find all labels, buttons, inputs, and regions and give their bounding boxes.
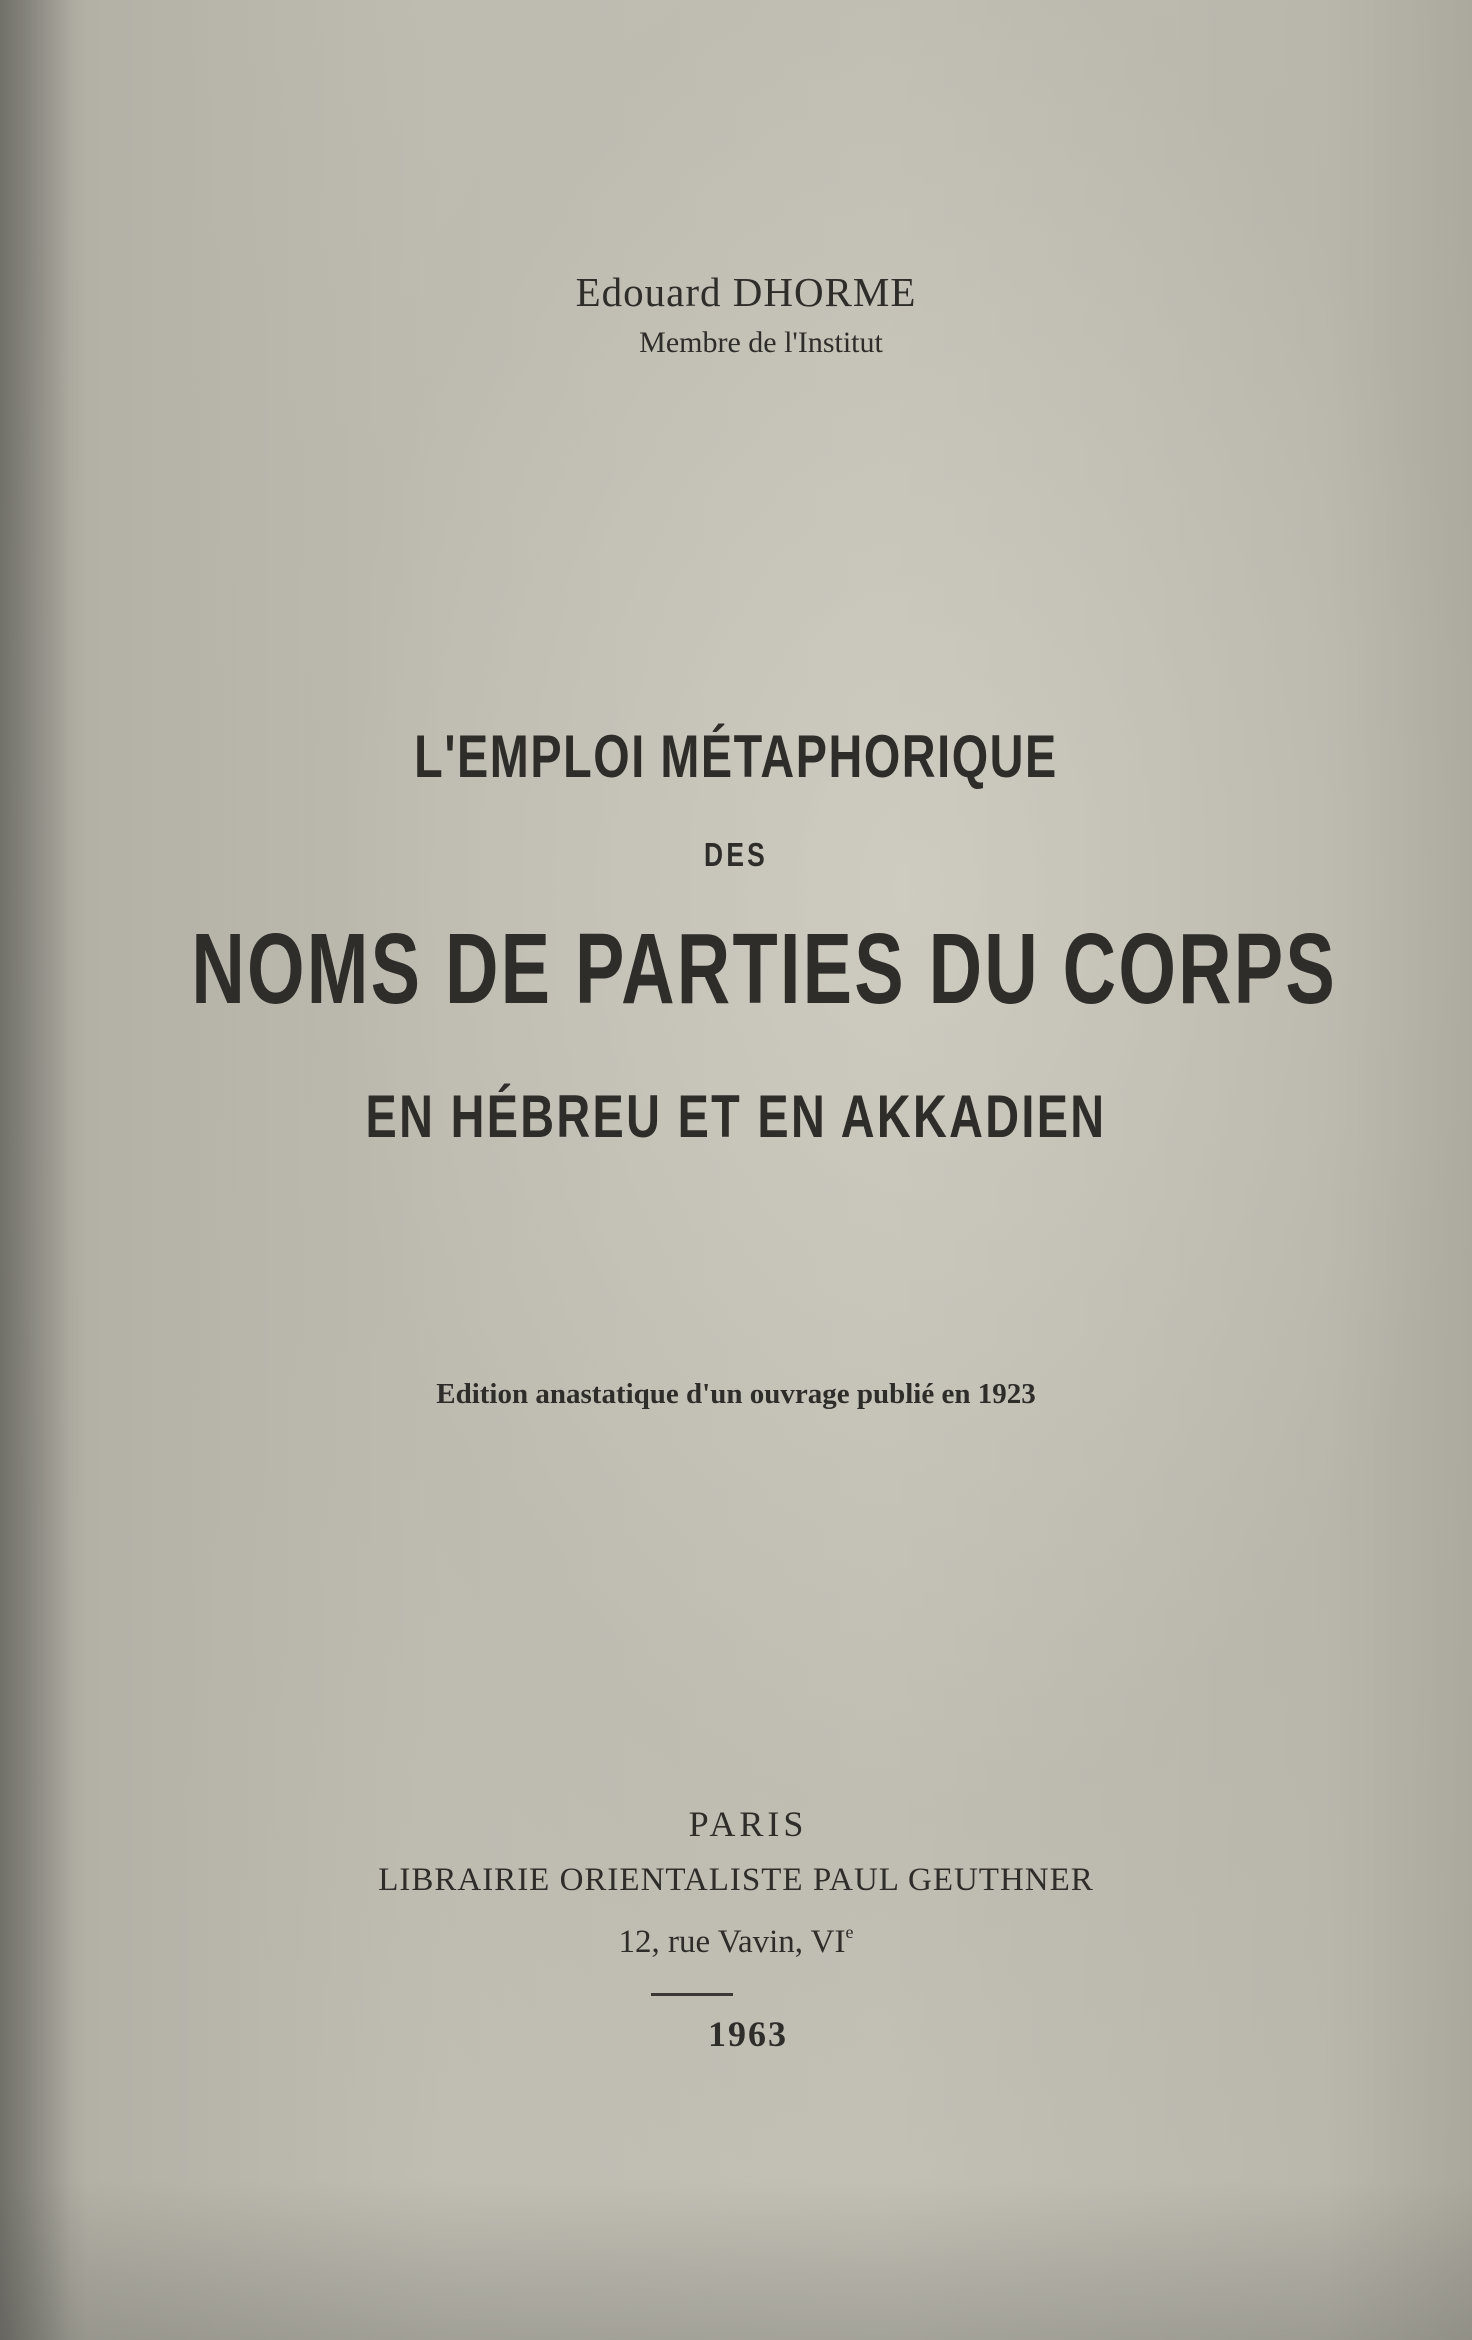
author-role: Membre de l'Institut <box>639 326 883 359</box>
imprint-address <box>0 1922 1472 1961</box>
title-line-1: L'EMPLOI MÉTAPHORIQUE <box>414 723 1058 790</box>
imprint-city: PARIS <box>688 1804 808 1844</box>
title-line-4: EN HÉBREU ET EN AKKADIEN <box>365 1083 1107 1150</box>
imprint-publisher: LIBRAIRIE ORIENTALISTE PAUL GEUTHNER <box>378 1862 1094 1898</box>
imprint-address-text: 12, rue Vavin, VI <box>618 1924 846 1960</box>
imprint-address-superscript: e <box>845 1922 854 1942</box>
title-main: NOMS DE PARTIES DU CORPS <box>191 913 1337 1025</box>
imprint-year: 1963 <box>708 2014 788 2054</box>
page-shadow-bottom <box>0 2180 1472 2340</box>
author-name: Edouard DHORME <box>575 269 917 315</box>
imprint-divider <box>651 1993 733 1996</box>
edition-note: Edition anastatique d'un ouvrage publié en 1923 <box>436 1378 1036 1410</box>
title-line-2: DES <box>704 836 768 873</box>
